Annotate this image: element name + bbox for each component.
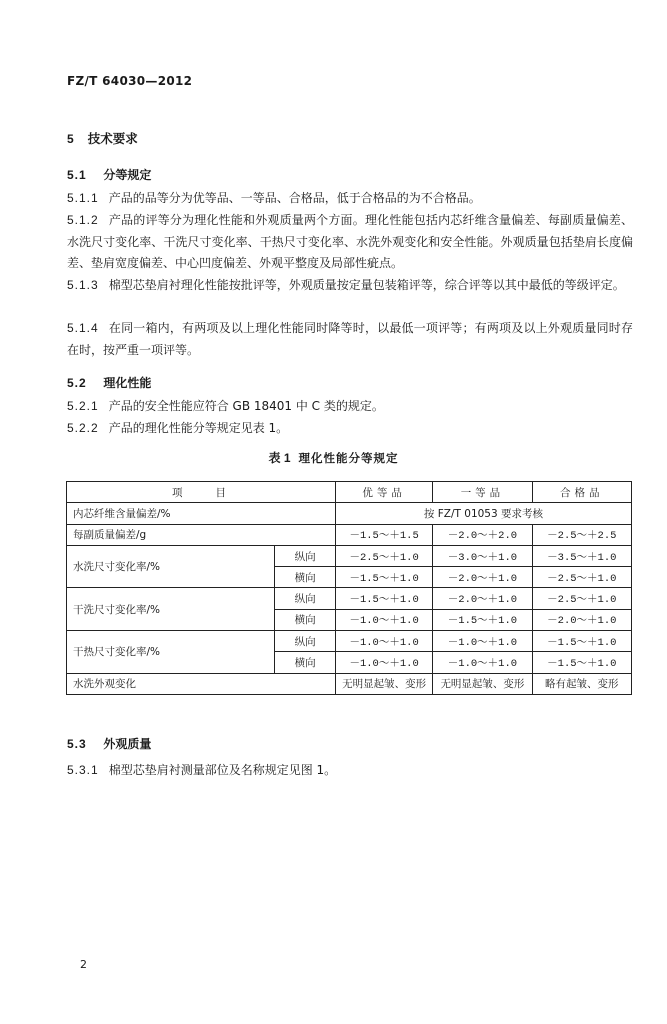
- value-superior: －1.5～＋1.0: [335, 588, 432, 609]
- value-first: －1.5～＋1.0: [433, 609, 532, 630]
- row-label: 每副质量偏差/g: [67, 524, 336, 545]
- clause-5-1-3: [67, 275, 633, 297]
- clause-number: 5.1.1: [67, 191, 99, 205]
- clause-5-1-2: [67, 210, 633, 275]
- section-title: 分等规定: [103, 168, 152, 182]
- standard-number: FZ/T 64030—2012: [67, 74, 193, 88]
- value-qualified: －3.5～＋1.0: [532, 545, 631, 566]
- value-first: －1.0～＋1.0: [433, 652, 532, 673]
- section-number: 5.1: [67, 168, 87, 182]
- clause-text: 棉型芯垫肩衬测量部位及名称规定见图 1。: [108, 763, 337, 777]
- row-label: 水洗外观变化: [67, 673, 336, 694]
- clause-number: 5.2.1: [67, 399, 99, 413]
- section-5-1-heading: [67, 166, 151, 183]
- direction-label: 纵向: [275, 631, 336, 652]
- row-label: 干热尺寸变化率/%: [67, 631, 275, 674]
- row-label: 内芯纤维含量偏差/%: [67, 503, 336, 524]
- section-number: 5.3: [67, 737, 87, 751]
- clause-number: 5.3.1: [67, 763, 99, 777]
- section-5-heading: [67, 129, 138, 147]
- value-qualified: 略有起皱、变形: [532, 673, 631, 694]
- clause-text: 在同一箱内，有两项及以上理化性能同时降等时，以最低一项评等；有两项及以上外观质量同时存在时，按严重一项评等。: [67, 321, 633, 357]
- header-superior: 优等品: [335, 482, 432, 503]
- value-first: －2.0～＋1.0: [433, 588, 532, 609]
- table-header-row: [67, 482, 632, 503]
- clause-5-2-2: [67, 418, 633, 440]
- clause-text: 产品的理化性能分等规定见表 1。: [108, 421, 289, 435]
- header-first: 一等品: [433, 482, 532, 503]
- value-qualified: －2.5～＋1.0: [532, 588, 631, 609]
- clause-number: 5.1.4: [67, 321, 99, 335]
- direction-label: 横向: [275, 652, 336, 673]
- value-first: －2.0～＋2.0: [433, 524, 532, 545]
- clause-number: 5.2.2: [67, 421, 99, 435]
- clause-number: 5.1.3: [67, 278, 99, 292]
- row-label: 干洗尺寸变化率/%: [67, 588, 275, 631]
- section-title: 技术要求: [87, 131, 138, 146]
- table-number: 表 1: [268, 451, 291, 465]
- table-row: [67, 545, 632, 566]
- table-row: [67, 524, 632, 545]
- direction-label: 纵向: [275, 545, 336, 566]
- section-title: 理化性能: [103, 376, 152, 390]
- value-qualified: －2.5～＋1.0: [532, 567, 631, 588]
- section-title: 外观质量: [103, 737, 152, 751]
- clause-number: 5.1.2: [67, 213, 99, 227]
- value-first: 无明显起皱、变形: [433, 673, 532, 694]
- merged-requirement: 按 FZ/T 01053 要求考核: [335, 503, 631, 524]
- page-number: 2: [80, 958, 87, 971]
- direction-label: 纵向: [275, 588, 336, 609]
- value-superior: －1.0～＋1.0: [335, 609, 432, 630]
- table-row: [67, 588, 632, 609]
- grading-table: [66, 481, 632, 695]
- value-first: －1.0～＋1.0: [433, 631, 532, 652]
- clause-5-1-1: [67, 188, 633, 210]
- value-superior: －1.0～＋1.0: [335, 652, 432, 673]
- clause-text: 棉型芯垫肩衬理化性能按批评等，外观质量按定量包装箱评等，综合评等以其中最低的等级评定。: [108, 278, 625, 292]
- table-row: [67, 503, 632, 524]
- section-number: 5.2: [67, 376, 87, 390]
- clause-5-2-1: [67, 396, 633, 418]
- section-5-3-heading: [67, 735, 151, 752]
- table-title: 理化性能分等规定: [298, 451, 399, 465]
- row-label: 水洗尺寸变化率/%: [67, 545, 275, 588]
- direction-label: 横向: [275, 609, 336, 630]
- value-superior: 无明显起皱、变形: [335, 673, 432, 694]
- value-qualified: －2.5～＋2.5: [532, 524, 631, 545]
- value-qualified: －1.5～＋1.0: [532, 652, 631, 673]
- table-row: [67, 631, 632, 652]
- table-row: [67, 673, 632, 694]
- value-qualified: －2.0～＋1.0: [532, 609, 631, 630]
- value-superior: －2.5～＋1.0: [335, 545, 432, 566]
- value-first: －2.0～＋1.0: [433, 567, 532, 588]
- clause-text: 产品的品等分为优等品、一等品、合格品，低于合格品的为不合格品。: [108, 191, 481, 205]
- clause-5-3-1: [67, 760, 633, 782]
- value-superior: －1.5～＋1.0: [335, 567, 432, 588]
- section-number: 5: [67, 132, 75, 146]
- value-superior: －1.0～＋1.0: [335, 631, 432, 652]
- value-first: －3.0～＋1.0: [433, 545, 532, 566]
- clause-text: 产品的安全性能应符合 GB 18401 中 C 类的规定。: [108, 399, 384, 413]
- value-superior: －1.5～＋1.5: [335, 524, 432, 545]
- table-caption: [0, 449, 667, 466]
- value-qualified: －1.5～＋1.0: [532, 631, 631, 652]
- direction-label: 横向: [275, 567, 336, 588]
- clause-5-1-4: [67, 318, 633, 361]
- header-item: 项 目: [67, 482, 336, 503]
- header-qualified: 合格品: [532, 482, 631, 503]
- clause-text: 产品的评等分为理化性能和外观质量两个方面。理化性能包括内芯纤维含量偏差、每副质量偏差、水洗尺寸变化率、干洗尺寸变化率、干热尺寸变化率、水洗外观变化和安全性能。外观质量包括垫肩长度偏差、垫肩宽度偏差、中心凹度偏差、外观平整度及局部性疵点。: [67, 213, 633, 270]
- section-5-2-heading: [67, 374, 151, 391]
